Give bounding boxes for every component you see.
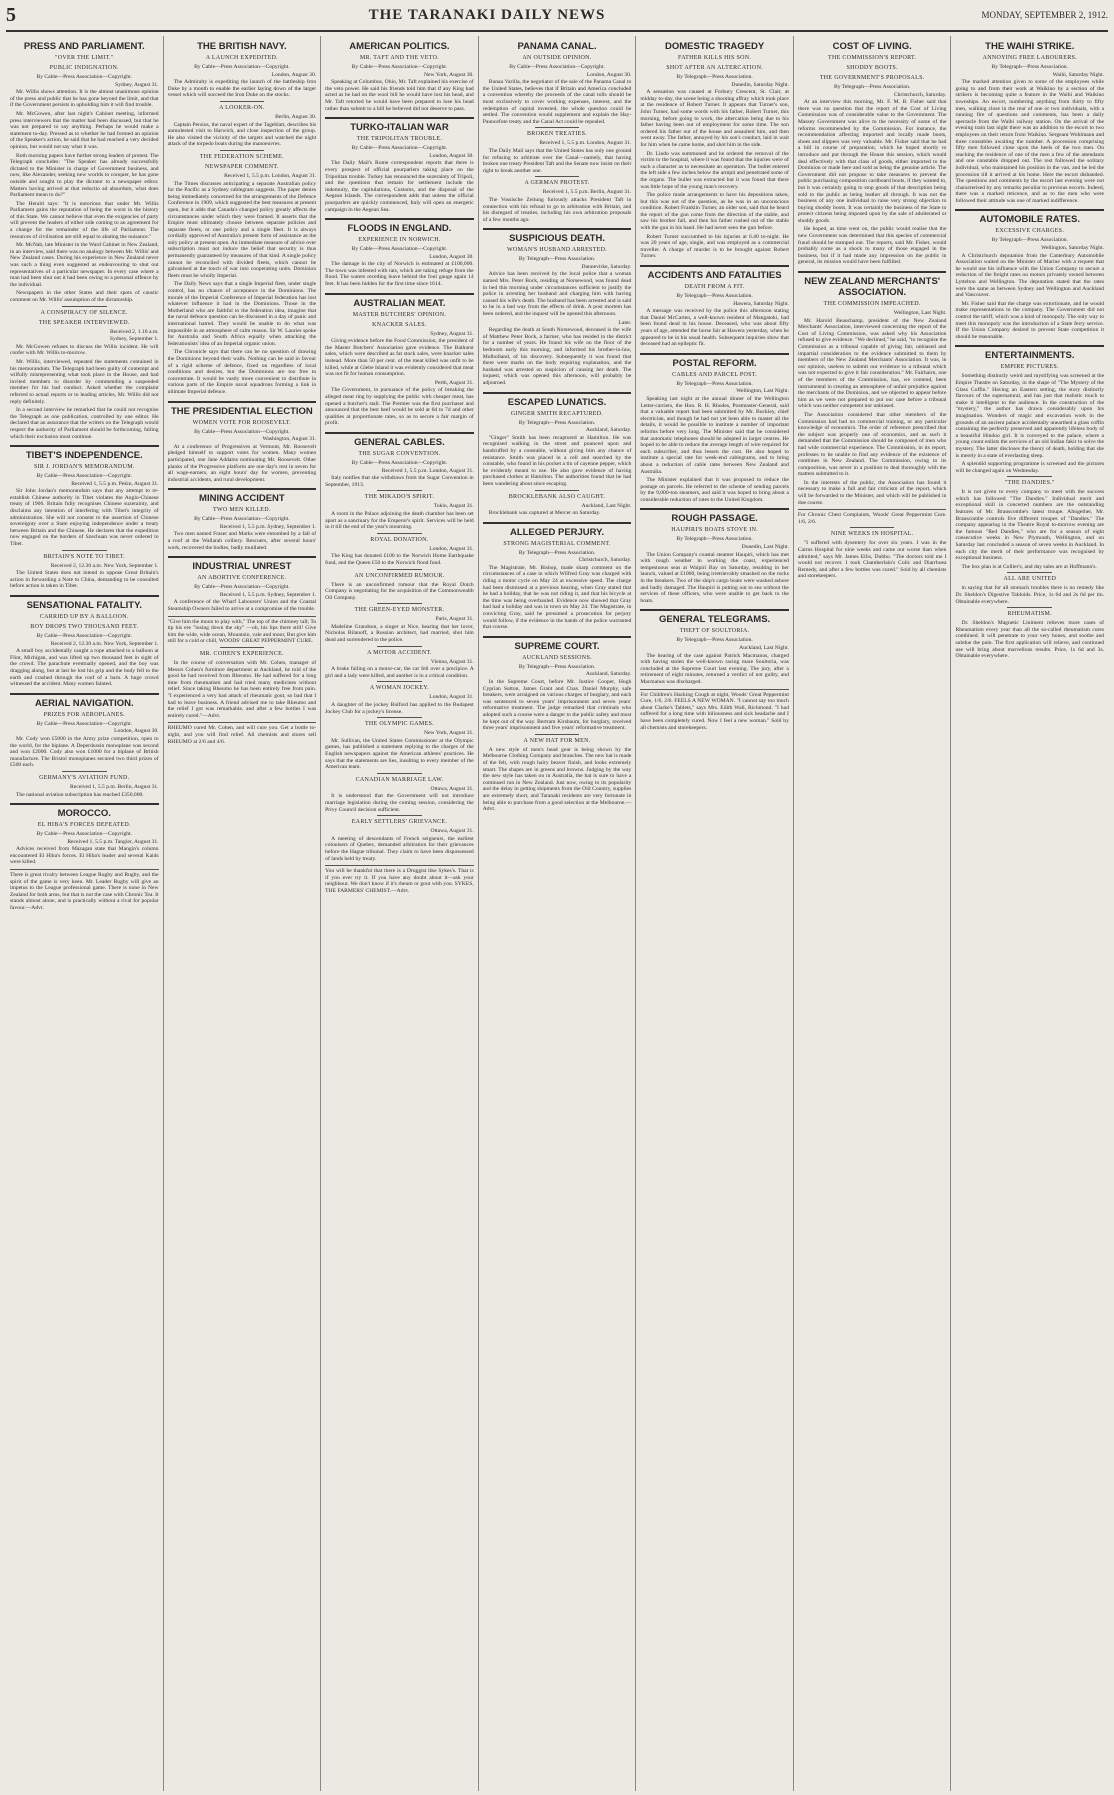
article-byline: By Cable—Press Association—Copyright.: [194, 516, 290, 523]
article-paragraph: The Government, in pursuance of the policy of breaking the alleged meat ring by supplying the public with cheaper meat, has opened a butcher's stall. The Premier was the first purchaser and announced that the best beef would be sold at 6d to 7d and other qualities at proportionate rates, so as to secure a fair margin of profit.: [325, 387, 474, 427]
article-byline: By Telegraph—Press Association.: [676, 74, 753, 80]
article-subheading: AN ABORTIVE CONFERENCE.: [197, 575, 287, 582]
article-dateline: Christchurch, Saturday.: [893, 91, 947, 98]
article-dateline: Ottawa, August 31.: [430, 828, 474, 835]
article-subheading: PRIZES FOR AEROPLANES.: [43, 711, 126, 718]
column-4: [479, 36, 637, 1791]
article-paragraph: The Daily News says that a single Imperial fleet, under single control, has no chance of acceptance in the Dominions. The morale of the Imperial Conference of Imperial federation has lost whatever influence it had in the Dominions. Those in the Motherland who are faithful to the federation idea, imagine that the naval defence question can be discussed in a day of panic and international hatred. They would be unable to do what was impossible in an atmosphere of calm reason. Sir W. Laurier spoke for Australia and South Africa equally when attacking the federationists' idea of an Imperial organic union.: [167, 281, 317, 347]
section-rule: [377, 681, 422, 682]
article-paragraph: Mr. McNab, late Minister in the Ward Cabinet in New Zealand, in an interview, said there was no analogy between Mr. Willis' and New Zealand cases. During his experience in New Zealand never was such a thing even suggested as endeavouring to shut out representatives of a particular newspaper. In every case where a man had been shut out it had been owing to a personal offence by the individual.: [10, 242, 159, 288]
article-paragraph: The police made arrangements to have his depositions taken, but this was not of the question, as he was in an unconscious condition. Robert Franklin Turner, an older son, said that he heard the report of the gun come from the direction of the stable, and saw his brother fall, and then his father rushed out of the stable with the gun in his hand. He had never seen the gun before.: [640, 192, 789, 232]
article-dateline: Received 1, 5.5 p.m. London, August 31.: [539, 140, 632, 147]
section-rule: [377, 533, 422, 534]
article-headline: GENERAL TELEGRAMS.: [640, 609, 789, 625]
article-paragraph: Mr. Willis shows attention. It is the almost unanimous opinion of the press and public that he has gone beyond the limit, and that if the Government persists in upholding him it will find trouble.: [10, 89, 159, 109]
article-paragraph: A Christchurch deputation from the Canterbury Automobile Association waited on the Minister of Marine with a request that he would use his influence with the Union Company to secure a reduction of the freight rates on motors privately owned between Lyttelton and Wellington. The deputation stated that the rates were the same as between Sydney and Wellington and Auckland and Vancouver.: [955, 252, 1105, 299]
page-number: 5: [6, 3, 16, 26]
article-headline: AERIAL NAVIGATION.: [10, 693, 159, 709]
article-paragraph: The Herald says: "It is notorious that under Mr. Willis Parliament gains the reputation of being the worst in the history of this State. We cannot believe that even the exigencies of party will prevent the leaders of either side coming to an agreement for a change for the remainder of the life of Parliament. The resources of civilisation are still equal to abating the nuisance.": [10, 200, 159, 240]
section-rule: [1007, 572, 1052, 573]
article-subheading: ANNOYING FREE LABOURERS.: [982, 55, 1077, 61]
article-paragraph: The box plan is at Collier's, and day sales are at Hoffmann's.: [961, 563, 1097, 570]
article-paragraph: The damage in the city of Norwich is estimated at £100,000. The town was infested with rats, which are taking refuge from the flood. The waters receding leave behind the foul gauge again 14 feet. It has been hidden for the first time since 1614.: [325, 261, 474, 288]
article-headline: SENSATIONAL FATALITY.: [10, 595, 159, 611]
article-dateline: Waihi, Saturday Night.: [1052, 71, 1105, 78]
advertisement: There is great rivalry between League Rugby and Rugby, and the spirit of the game is very keen. Mr. Leader Rugby will give an impetus to the League professional game. There is none in New Zealand for both arms, but that is not the case with Chronic Tea. It stands almost alone, and is practically without a rival for popular favour.—Advt.: [10, 869, 159, 912]
article-paragraph: Newspapers in the other States and their spots of caustic comment on Mr. Willis' assumption of the dictatorship.: [10, 290, 159, 303]
article-subheading: SIR J. JORDAN'S MEMORANDUM.: [33, 464, 135, 471]
article-paragraph: He hoped, as time went on, the public would realise that the new Government was determined that this species of commercial fraud should be stamped out. The reports, said Mr. Fisher, would probably come as a shock to many of those engaged in the business, but if it had made any impression on the public in general, its mission would have been fulfilled.: [797, 226, 947, 266]
article-subheading: NEWSPAPER COMMENT.: [204, 163, 279, 170]
article-paragraph: Dr. Sheldon's Magnetic Liniment relieves more cases of Rheumatism every year than all the so-called rheumatism cures combined. It will penetrate to your very bones, and soothe and subdue the pain. The first application will relieve, and continued use will bring about marvellous results. Price, 1s 6d and 3s. Obtainable everywhere.: [955, 620, 1105, 660]
article-subheading: A CONSPIRACY OF SILENCE.: [40, 309, 128, 316]
article-paragraph: In the Supreme Court, before Mr. Justice Cooper, Hugh Cyprian Sutton, James Grant and Chas. Daniel Murphy, safe breakers, were arraigned on various charges of burglary, and each was sentenced to seven years' imprisonment and seven years' reformative treatment. The judge remarked that criminals who adopted such a course were a danger to the public safety and must be kept out of the way. Bertram Kirsbaum, for burglary, received three years' imprisonment and five years' reformative treatment.: [482, 679, 632, 732]
article-subheading: NINE WEEKS IN HOSPITAL.: [830, 531, 914, 538]
section-rule: [62, 306, 107, 307]
article-paragraph: Mr. Willis, interviewed, repeated the statements contained in his memorandum. The Telegraph had been guilty of contempt and wilfully misrepresenting what took place in the House, and had invited members to disorder by commending a suspended member for his bad conduct. Asked whether the complaint referred to actual reports or to leading articles, Mr. Willis did not reply definitely.: [10, 358, 159, 405]
article-paragraph: Mr. McGowen refuses to discuss the Willis incident. He will confer with Mr. Willis to-morrow.: [10, 343, 159, 357]
article-subheading: AN UNCONFIRMED RUMOUR.: [354, 572, 445, 579]
article-paragraph: The Magistrate, Mr. Bishop, made sharp comment on the circumstances of a case in which Wilfred Gray was charged with riding a motor cycle on May 24 at excessive speed. The charge had been dismissed at a previous hearing, when Gray stated that he had a holiday, that he was not riding it, and that his bicycle at the time was being overhauled. Evidence now showed that Gray had had a holiday and was in town on May 24. The Magistrate, in convicting Gray, said he presumed a prosecution for perjury would follow, if the evidence in the hands of the police warranted that course.: [482, 564, 632, 631]
article-paragraph: Sir John Jordan's memorandum says that any attempt to re-establish Chinese authority in Tibet violates the Anglo-Chinese treaty of 1906. Britain fully recognises Chinese suzerainty, and disclaims any intention of interfering with Tibet's integrity of administration. She will not consent to the assertion of Chinese sovereignty over a State enjoying independence under a treaty between Britain and the Chinese. He declares that the expedition now engaged on the borders of Szechuan was never ordered to Tibet.: [10, 488, 159, 548]
article-headline: ESCAPED LUNATICS.: [483, 392, 632, 408]
article-dateline: Vienna, August 31.: [430, 658, 474, 665]
article-subheading: CARRIED UP BY A BALLOON.: [39, 614, 129, 620]
article-dateline: Later.: [618, 319, 632, 326]
column-7: [951, 36, 1108, 1791]
article-subheading: WOMAN'S HUSBAND ARRESTED.: [506, 247, 608, 254]
article-subheading: MASTER BUTCHERS' OPINION.: [352, 311, 447, 318]
article-headline: THE PRESIDENTIAL ELECTION: [168, 401, 317, 417]
article-paragraph: The Chronicle says that there can be no question of drawing the Dominions beyond their walls. Nothing can be said in favour of a rigid scheme of defence, fixed on regardless of local conditions and desires, but the Dominions are too free to concentrate. It would be vastly more convenient to distribute in various parts of the Empire naval squadrons forming a link in ultimate Imperial defence.: [167, 349, 317, 395]
article-paragraph: The Association considered that other members of the Commission had had no commercial training, or any particular knowledge of economics. The order of reference prescribed that the subject was properly one of economics, and as such it demanded that the Commission should be composed of men who had wide commercial experience. The Commission, in its report, professes to be unable to find any evidence of the existence of combines in New Zealand. The Commission, owing to its composition, was never in a position to deal thoroughly with the matters submitted to it.: [797, 411, 947, 478]
article-paragraph: A small boy accidentally caught a rope attached to a balloon at Flint, Michigan, and was lifted up two thousand feet in sight of the crowd. The parachute eventually opened, and the boy was dragging along, but at last he lost his grip and the body fell to the earth and crashed through the roof of a barn. A huge crowd witnessed the accident. Many women fainted.: [10, 648, 159, 688]
section-rule: [535, 734, 580, 735]
article-subheading: HAUPIRI'S BOATS STOVE IN.: [671, 527, 758, 534]
article-paragraph: A brake failing on a motor-car, the car fell over a precipice. A girl and a lady were killed, and another is in a critical condition.: [325, 666, 474, 679]
article-subheading: THE GOVERNMENT'S PROPOSALS.: [819, 75, 925, 81]
article-dateline: London, August 30.: [429, 152, 474, 159]
article-dateline: London, August 30.: [586, 71, 632, 78]
article-subheading: THE OLYMPIC GAMES.: [364, 721, 434, 728]
article-paragraph: Advices received from Mazagan state that Mangin's column encountered El Hiba's forces. El Hiba's leader and several Kaids were killed.: [10, 846, 159, 866]
section-rule: [62, 771, 107, 772]
article-headline: NEW ZEALAND MERCHANTS' ASSOCIATION.: [798, 271, 947, 298]
article-subheading: EXPERIENCE IN NORWICH.: [358, 237, 441, 244]
article-headline: DOMESTIC TRAGEDY: [664, 41, 765, 52]
article-byline: By Cable—Press Association—Copyright.: [36, 720, 133, 727]
article-paragraph: A message was received by the police this afternoon stating that Daniel McCarten, a well-known resident of Mangatoki, had been found dead in his house. Deceased, who was about fifty years of age, attended the horse fair at Hawera yesterday, when he appeared to be in his usual health. Subsequent inquiries show that deceased had an epileptic fit.: [640, 308, 789, 348]
article-headline: ALLEGED PERJURY.: [483, 522, 632, 538]
article-headline: POSTAL REFORM.: [640, 353, 789, 369]
article-subheading: A GERMAN PROTEST.: [524, 180, 590, 187]
article-subheading: CABLES AND PARCEL POST.: [672, 371, 758, 378]
article-subheading: EARLY SETTLERS' GRIEVANCE.: [351, 819, 448, 826]
article-paragraph: The Minister explained that it was proposed to reduce the postage on parcels. He referred to the scheme of sending parcels by the 9,000-ton steamers, and said it was hoped to bring about a considerable reduction of rates to the United Kingdom.: [640, 477, 789, 503]
article-byline: By Cable—Press Association—Copyright.: [194, 64, 290, 70]
article-paragraph: Speaking at Columbus, Ohio, Mr. Taft explained his exercise of the veto power. He said his friends told him that if any King had acted as he had on the wool bill he would have lost his head, and Mr. Taft retorted he would have been prepared to lose his head rather than submit to a bill he believed did not deserve to pass.: [325, 79, 474, 112]
article-dateline: Christchurch, Saturday.: [578, 557, 632, 564]
article-subheading: THE MIKADO'S SPIRIT.: [364, 494, 435, 501]
article-dateline: Received 1, 5.5 p.m. Berlin, August 31.: [70, 783, 159, 790]
article-headline: FLOODS IN ENGLAND.: [325, 218, 474, 234]
article-subheading: GINGER SMITH RECAPTURED.: [510, 410, 604, 417]
section-rule: [377, 646, 422, 647]
article-byline: By Telegraph—Press Association.: [991, 64, 1068, 70]
section-rule: [535, 490, 580, 491]
advertisement: For Chronic Chest Complaints, Woods' Great Peppermint Cure. 1/6, 2/6.: [798, 509, 947, 525]
article-subheading: THE TRIPOLITAN TROUBLE.: [356, 136, 443, 143]
article-paragraph: In the interests of the public, the Association has found it necessary to make a full and fair criticism of the report, which will be forwarded to the Minister, and which will be published in due course.: [797, 479, 947, 506]
article-paragraph: Mr. Cody won £5000 in the Army prize competition, open to the world, for the biplane. A Deperdussin monoplane was second and won £2000. Cody also won £1000 for a biplane of British manufacture. The Bristol monoplanes secured two third prizes of £500 each.: [10, 735, 159, 769]
article-dateline: Received 1, 5.5 p.m. London, August 31.: [381, 467, 474, 474]
article-paragraph: "I suffered with dysentery for over six years. I was in the Cairns Hospital for nine weeks and came out worse than when admitted," says Mr. James Ellis, Dubbo. "The doctors told me I would not recover. I took Chamberlain's Colic and Diarrhoea Remedy, and after a few bottles was cured." Sold by all chemists and storekeepers.: [797, 540, 947, 580]
article-paragraph: Something distinctly weird and mystifying was screened at the Empire Theatre on Saturday, in the shape of "The Mystery of the Glass Coffin." Having an Eastern setting, the story distinctly flavours of the supernatural, and has just that realistic touch to make it intelligent to the audience. In the construction of the "mystery," the author has drawn considerably upon his imagination. Wonders of magic and excavation work in the grounds of an ancient palace accidentally unearthed a glass coffin containing the perfectly preserved and apparently lifeless body of a beautiful Hindoo girl. It is conveyed to the palace, where a young count enlists the services of an old Indian fakir to solve the mystery. The latter discloses the theory of death, holding that she is merely in a state of everlasting sleep.: [955, 373, 1105, 459]
article-dateline: Received 1, 5.5 p.m. London, August 31.: [224, 172, 317, 179]
section-rule: [220, 150, 265, 151]
article-headline: AUTOMOBILE RATES.: [955, 209, 1104, 225]
section-rule: [377, 569, 422, 570]
article-subheading: BROKEN TREATIES.: [527, 131, 588, 138]
article-paragraph: A room in the Palace adjoining the death chamber has been set apart as a sanctuary for the Emperor's spirit. Services will be held in it till the end of the year's mourning.: [325, 510, 474, 531]
article-subheading: TWO MEN KILLED.: [213, 507, 271, 514]
article-dateline: Dunedin, Saturday Night.: [731, 81, 789, 88]
article-byline: By Telegraph—Press Association.: [676, 637, 753, 644]
article-dateline: Received 1, 5.5 p.m. Tangier, August 31.: [67, 838, 159, 845]
article-dateline: Received 2, 12.30 a.m. New York, September 1.: [50, 640, 159, 647]
article-byline: By Telegraph—Press Association.: [676, 536, 753, 543]
article-dateline: London, August 30.: [271, 71, 317, 78]
article-headline: PRESS AND PARLIAMENT.: [23, 41, 145, 52]
advertisement: You will be thankful that there is a Druggist like Sykes's. That is if you ever try it. If you have any doubt about it—ask your neighbour. We don't know if it's rheum or gout with you. SYKES, THE FARMERS' CHEMIST.—Advt.: [325, 865, 474, 894]
article-dateline: London, August 31.: [429, 545, 474, 552]
section-rule: [377, 717, 422, 718]
section-rule: [377, 603, 422, 604]
article-byline: By Telegraph—Press Association.: [676, 293, 753, 300]
article-paragraph: Bunau Varilla, the negotiator of the sale of the Panama Canal to the United States, believes that if Britain and America concluded a convention whereby the proceeds of the canal tolls should be most exclusively to cover working expenses, interest, and the redemption of capital invested, the whole question could be settled. The convention would supplement and explain the Hay-Pauncefote treaty and the Canal Act could be repealed.: [482, 79, 632, 125]
article-dateline: Auckland, Last Night.: [739, 645, 789, 651]
article-dateline: Auckland, Saturday.: [585, 671, 632, 678]
article-byline: By Cable—Press Association—Copyright.: [351, 145, 448, 152]
section-rule: [850, 527, 895, 528]
article-byline: By Cable—Press Association—Copyright.: [351, 459, 448, 466]
article-paragraph: The Daily Mail says that the United States has only one ground for refusing to arbitrate over the Canal—namely, that having broken one treaty President Taft and the Senate now insist on their right to break another one.: [482, 147, 632, 174]
article-subheading: EMPIRE PICTURES.: [1000, 364, 1059, 371]
article-paragraph: Advice has been received by the local police that a woman named Mrs. Peter Bock, residing at Norsewood, was found dead in bed this morning under circumstances sufficient to justify the police in arresting her husband and charging him with having caused his wife's death. The husband has been arrested and is said to be in a bad way from the effects of drink. A post mortem has been ordered, and the inquest will be opened this afternoon.: [482, 271, 632, 318]
article-paragraph: Dr. Lindo was summoned and he ordered the removal of the victim to the hospital, where it was found that the injuries were of such a character as to necessitate an operation. The bullet entered the left side a few inches below the armpit and penetrated some of the organs. The bullet was extracted but it was found that there was little hope of the young man's recovery.: [640, 150, 789, 190]
article-paragraph: The United States does not intend to oppose Great Britain's action in forwarding a Note to China, demanding to be consulted before action is taken in Tibet.: [10, 570, 159, 590]
article-dateline: Sydney, September 1.: [109, 336, 159, 343]
columns: [6, 36, 1108, 1791]
article-subheading: PUBLIC INDIGNATION.: [49, 65, 119, 71]
article-subheading: BOY DROPS TWO THOUSAND FEET.: [30, 624, 139, 630]
article-paragraph: At an interview this morning, Mr. F. M. B. Fisher said that there was no question that the report of the Cost of Living Commission was of considerable value to the Government. The Massey Government was alive to the necessity of some of the reforms recommended by the Commission. For instance, the recommendation affecting imported and locally made boots, shoes and slippers was very valuable. Mr. Fisher said that he had a bill in course of preparation, which he hoped shortly to introduce and put through the House this session, which would deal effectively with that class of goods, either imported to the Dominion or made here and sold as being the genuine article. The Government did not propose to take measures to prevent the public purchasing composition cardboard boots, if they wanted to, but it was certainly going to stop goods of that description being sold to the public as being leather all through. It was not the business of any one individual to raise very strong objection to buying shoddy boots. It was certainly the business of the State to protect citizens being imposed upon by the sale of adulterated or shoddy goods.: [797, 99, 947, 224]
article-headline: AUSTRALIAN MEAT.: [325, 293, 474, 309]
article-headline: TIBET'S INDEPENDENCE.: [10, 445, 159, 461]
article-dateline: Auckland, Saturday.: [585, 427, 632, 434]
section-rule: [220, 101, 265, 102]
article-dateline: Received 2, 1.10 a.m.: [109, 328, 159, 335]
article-subheading: A WOMAN JOCKEY.: [369, 685, 429, 692]
article-dateline: New York, August 31.: [424, 730, 474, 737]
article-headline: INDUSTRIAL UNREST: [168, 556, 317, 572]
article-subheading: SHODDY BOOTS.: [846, 65, 898, 71]
article-paragraph: The King has donated £100 to the Norwich Home Earthquake fund, and the Queen £50 to the Norwich flood fund.: [325, 553, 474, 566]
article-subheading: STRONG MAGISTERIAL COMMENT.: [503, 540, 611, 547]
article-dateline: London, August 30.: [114, 728, 159, 735]
article-paragraph: Giving evidence before the Food Commission, the president of the Master Butchers' Association gave evidence. The Bathurst sales, which were described as fat stock sales, were knacker sales instead. More than 50 per cent. of the meat killed was unfit to be killed, while at Glebe Island it was evidently considered that meat was not fit for human consumption.: [325, 338, 474, 378]
article-subheading: THE COMMISSION IMPEACHED.: [823, 301, 921, 308]
article-subheading: ALL ARE UNITED: [1003, 576, 1057, 583]
article-paragraph: The hearing of the case against Patrick Macmanus, charged with having stolen the well-known racing mare Soultoria, was concluded at the Supreme Court last evening. The jury, after a retirement of eight minutes, returned a verdict of not guilty, and Macmanus was discharged.: [640, 652, 789, 685]
newspaper-title: THE TARANAKI DAILY NEWS: [368, 6, 606, 23]
article-headline: THE BRITISH NAVY.: [197, 41, 287, 52]
article-paragraph: It is understood that the Government will not introduce marriage legislation during the coming session, considering the Privy Council decision sufficient.: [325, 793, 474, 813]
article-paragraph: Brocklebank was captured at Mercer on Saturday.: [488, 510, 601, 517]
article-dateline: London, August 30.: [429, 253, 474, 260]
article-headline: AMERICAN POLITICS.: [349, 41, 450, 52]
section-rule: [535, 176, 580, 177]
article-headline: SUPREME COURT.: [483, 636, 632, 652]
article-byline: By Cable—Press Association—Copyright.: [509, 64, 605, 70]
article-paragraph: The Daily Mail's Rome correspondent reports that there is every prospect of official pourparlers taking place on the Tripolitan trouble. Turkey has renounced the suzerainty of Tripoli, and the questions that remain for settlement include the indemnity, the capitulations, Customs, and the disposal of the Aegean Islands. The correspondent adds that unless the official pourparlers are quickly commenced, Italy will open an energetic campaign in the Aegean Sea.: [325, 160, 474, 213]
article-paragraph: Madeline Grandson, a singer at Nice, hearing that her lover, Nicholas Bilanoff, a Russian architect, had married, shot him dead and surrendered to the police.: [325, 623, 474, 644]
article-subheading: RHEUMATISM.: [1007, 611, 1052, 618]
column-1: [6, 36, 164, 1791]
article-paragraph: Captain Persius, the naval expert of the Tageblatt, describes his unmolested visit to Harwich, and close inspection of the group. He also visited the vicinity of the targets and watched the night attack of the torpedo boats during the manoeuvres.: [167, 121, 317, 148]
article-paragraph: Mr. Fisher said that the charge was extortionate, and he would make representations to the company. The Government did not control the tariff, which was a kind of monopoly. The only way to meet this monopoly was the introduction of a State ferry service. If the Union Company desired to prevent State competition it should be reasonable.: [955, 300, 1105, 340]
column-5: [636, 36, 794, 1791]
section-rule: [377, 815, 422, 816]
article-paragraph: The Union Company's coastal steamer Haupiri, which has met with rough weather in working the coast, experienced tempestuous seas at Waipiri Bay on Saturday, resulting in her launch, valued at £1000, being irretrievably smashed on the rocks in the breakers. Two of the ship's cargo boats were washed ashore and badly damaged. The Haupiri is putting out to sea without the services of these officers, who were unable to get back to the boats.: [640, 551, 789, 604]
article-byline: By Cable—Press Association—Copyright.: [194, 584, 290, 591]
article-dateline: Sydney, August 31.: [115, 81, 159, 88]
article-subheading: BRITAIN'S NOTE TO TIBET.: [43, 553, 126, 560]
article-paragraph: The Vossische Zeitung furiously attacks President Taft in connection with his refusal to go to arbitration with Britain, and his disregard of treaties, including his own arbitration proposals of a few months ago.: [482, 196, 632, 223]
article-paragraph: A conference of the Wharf Labourers' Union and the Coastal Steamship Owners failed to arrive at a compromise of the trouble.: [167, 599, 317, 613]
article-byline: By Telegraph—Press Association.: [518, 256, 596, 263]
article-headline: MOROCCO.: [10, 803, 159, 819]
article-headline: PANAMA CANAL.: [517, 41, 597, 52]
article-paragraph: Mr. McGowen, after last night's Cabinet meeting, informed press interviewers that the matter had been discussed, but that he was not prepared to say anything. Perhaps he would make a statement to-day. Pressed as to whether he had formed an opinion of the Speaker's action, he said that he had reached a very decided opinion, but would not say what it was.: [10, 110, 159, 150]
article-byline: By Telegraph—Press Association.: [518, 549, 596, 556]
article-dateline: Washington, August 31.: [262, 436, 317, 443]
article-byline: By Cable—Press Association—Copyright.: [351, 64, 448, 70]
article-subheading: A LAUNCH EXPEDITED.: [205, 55, 278, 61]
article-dateline: Perth, August 31.: [434, 379, 474, 386]
article-paragraph: In a second interview he remarked that he could not recognise the Telegraph as one publication, controlled by one editor. He declared that an assurance that the writers on the Telegraph would respect the authority of Parliament should be forthcoming, failing which their exclusion must continue.: [10, 407, 159, 440]
article-headline: SUSPICIOUS DEATH.: [483, 228, 632, 244]
article-headline: GENERAL CABLES.: [325, 432, 474, 448]
article-dateline: Wellington, Saturday Night.: [1041, 245, 1105, 252]
article-paragraph: A new style of men's head gear is being shown by the Melbourne Clothing Company and branches. The new hat is made of the felt, with rough hairy beaver finish, and looks extremely smart. The shapes are in greens and browns. Judging by the way the new style has taken on in Australia, the hat is sure to have a continued run in New Zealand. Just now, owing to its popularity and the delay in getting shipments from the Old Country, supplies are extremely short, and Taranaki residents are very fortunate in being able to purchase from a good selection at the Melbourne.—Advt.: [482, 746, 632, 813]
article-subheading: ROYAL DONATION.: [370, 536, 429, 543]
article-headline: ROUGH PASSAGE.: [640, 508, 789, 524]
section-rule: [62, 550, 107, 551]
article-subheading: EL HIBA'S FORCES DEFEATED.: [37, 822, 131, 829]
article-byline: By Cable—Press Association—Copyright.: [36, 74, 133, 80]
article-paragraph: The marked attention given to some of the employees while going to and from their work at Waikino by a section of the strikers is becoming quite a feature in the Waihi and Waikino townships. An escort, numbering anything from thirty to fifty men, walking close in the rear of one or two individuals, with a running fire of questions and comments, has been a daily spectacle from the Waihi railway station. On the arrival of the evening train last night there was an addition to the escort to two employees on their return from Waikino. Sergeant Wohlmann and three constables awaiting the number. A procession comprising fifty men followed close upon the heels of the two men. On reaching the residence of one of the men a few of the attendants and one constable dropped out. The rest followed the solitary individual, who maintained his position in the van, and he led the procession till it arrived at his home. Here the escort disbanded. The questions and comments by the escort last evening were not characterised by any remarks peculiar to previous escorts. Indeed, there was a marked reticence, and as to the men who were followed their attitude was one of marked indifference.: [955, 79, 1105, 204]
article-paragraph: Italy notifies that she withdraws from the Sugar Convention in September, 1913.: [325, 475, 474, 488]
article-headline: ACCIDENTS AND FATALITIES: [640, 265, 789, 281]
article-byline: By Telegraph—Press Association.: [991, 237, 1068, 244]
article-subheading: SHOT AFTER AN ALTERCATION.: [666, 65, 763, 71]
article-subheading: BROCKLEBANK ALSO CAUGHT.: [508, 493, 606, 500]
section-rule: [377, 490, 422, 491]
article-paragraph: Mr. Sullivan, the United States Commissioner at the Olympic games, has published a statement replying to the charges of the English newspapers against the American athletes' practices. He says that the statements are lies, insulting to every member of the American team.: [325, 737, 474, 771]
article-dateline: Sydney, August 31.: [430, 330, 474, 337]
article-headline: THE WAIHI STRIKE.: [985, 41, 1075, 52]
article-dateline: Wellington, Last Night.: [736, 388, 789, 395]
article-subheading: AUCKLAND SESSIONS.: [522, 654, 592, 661]
article-paragraph: A sensation was caused at Forbury Crescent, St. Clair, at midday to-day, the scene being a shooting affray which took place at the residence of Robert Turner. It appears that Turner's son, John Turner, had some words with his father, Robert Turner, this morning, before going to work, the altercation being due to his father having been out of employment for some time. The son ordered his father out of the house and assaulted him, and then went away. The father, annoyed by his son's conduct, laid in wait for him when he came home, and shot him in the side.: [640, 89, 789, 148]
masthead: [6, 0, 1108, 32]
article-paragraph: Speaking last night at the annual dinner of the Wellington Letter-carriers, the Hon. R. H. Rhodes, Postmaster-General, said that a valuable report had been submitted by Mr. Buckley, chief electrician, and though he had not yet been able to master all the details, it would be possible to institute a number of important reforms before very long. The Minister said that he considered that automatic telephones should be adopted in larger centres. He hoped to be able to reduce the average length of wire required for each subscriber, and thus lessen the cost. He also hoped to institute a special rate for week-end cablegrams, and to bring about a reduction of cable rates between New Zealand and Australia.: [640, 395, 789, 475]
article-dateline: New York, August 30.: [424, 71, 474, 78]
article-paragraph: At a conference of Progressives at Vermont, Mr. Roosevelt pledged himself to support votes for women. Many women participated, one Jane Addams nominating Mr. Roosevelt. Other planks of the Progressive platform are one day's rest in seven for all wage-earners, an eight hours' day for women, preventing industrial accidents, and rural development.: [167, 443, 317, 483]
article-paragraph: Two men named Fraser and Marks were entombed by a fall of a roof at the Wallarah colliery. Rescuers, after several hours' work, recovered the bodies, badly mutilated.: [167, 531, 317, 551]
article-subheading: GERMANY'S AVIATION FUND.: [39, 774, 130, 781]
article-subheading: DEATH FROM A FIT.: [684, 284, 745, 291]
article-paragraph: Regarding the death at South Norsewood, deceased is the wife of Matthew Peter Bock, a farmer, who has resided in the district for a number of years. He found his wife on the floor of the bedroom early this morning, and informed his brother-in-law, Mulholland, of his discovery. Subsequently it was found that there were marks on the body requiring explanation, and the husband was arrested on suspicion of causing her death. The inquest, which was opened this afternoon, will probably be adjourned.: [482, 327, 632, 386]
article-dateline: Received 1, 5.5 p.m. Berlin, August 31.: [542, 189, 632, 196]
article-subheading: "THE DANDIES.": [1004, 480, 1055, 487]
article-byline: By Cable—Press Association—Copyright.: [351, 246, 448, 253]
article-paragraph: Robert Turner succumbed to his injuries at 6.40 to-night. He was 20 years of age, single, and was employed as a commercial traveller. A charge of murder is to be brought against Robert Turner.: [640, 233, 789, 260]
article-byline: By Telegraph—Press Association.: [833, 84, 911, 90]
article-dateline: Berlin, August 30.: [275, 113, 317, 120]
article-dateline: London, August 31.: [429, 694, 474, 701]
issue-date: MONDAY, SEPTEMBER 2, 1912.: [981, 10, 1108, 20]
advertisement: RHEUMO cured Mr. Cohen, and will cure you. Get a bottle to-night, and you will find relief. All chemists and stores sell RHEUMO at 2/6 and 4/6.: [168, 722, 317, 745]
section-rule: [377, 773, 422, 774]
article-dateline: Hawera, Saturday Night.: [733, 300, 789, 307]
column-2: [164, 36, 322, 1791]
article-paragraph: The Admiralty is expediting the launch of the battleship Iron Duke by a month to enable the earlier laying down of the larger vessel which will succeed the Iron Duke on the stocks.: [167, 79, 317, 99]
article-dateline: Received 2, 12.30 a.m. New York, September 1.: [50, 562, 159, 569]
article-subheading: EXCESSIVE CHARGES.: [995, 228, 1065, 235]
article-paragraph: The Times discusses anticipating a separate Australian policy for the Pacific as a Sydney cablegram suggests. The paper denies being immediately concerned for the arrangements of the Defence Conference in 1909, which suggested the best measures at present open, but it adds that Canada's changed policy greatly affects the circumstances under which they were framed. It asserts that the Empire must ultimately choose between separate policies and separate fleets, or one policy and a single fleet. It is always cordially approved of Australia's present form of assistance as the only policy at present open. An immediate measure of advice over subscription must not induce the belief that security is thus permanently guaranteed by measures of that kind. A single policy cannot be reconciled with divided fleets, which cannot be galvanised at the touch of war into cooperating units. Dominion fleets must be wholly Imperial.: [167, 180, 317, 279]
article-dateline: Received 1, 5.5 p.m. Sydney, September 1.: [219, 523, 317, 530]
article-dateline: Tokio, August 31.: [433, 503, 474, 510]
article-byline: By Cable—Press Association—Copyright.: [36, 831, 133, 838]
article-subheading: KNACKER SALES.: [372, 321, 427, 328]
article-paragraph: Both morning papers have further strong leaders of protest. The Telegraph concludes: "The Speaker has already successfully dictated to the Minister in charge of Government business, and now, like Alexander, seeking new worlds to conquer, he has gone outside and sought to play the dictator to a newspaper editor. Matters having arrived at that reductio ad absurdum, what does Parliament mean to do?": [10, 152, 159, 199]
article-paragraph: It is not given to every company to meet with the success which has followed "The Dandies." Individual merit and exceptional skill in concerted numbers are the outstanding features of Mr. Branscombe's latest troupe. Altogether, Mr. Branscombe controls five different troupes of "Dandies." The company appearing in the Theatre Royal to-morrow evening are the famous "Red Dandies," who are for a season of eight consecutive weeks in New Plymouth, Wellington, and on Saturday last concluded a season of seven weeks in Auckland. In each city the merit of their performance was recognised by exceptional business.: [955, 489, 1105, 562]
article-subheading: A NEW HAT FOR MEN.: [523, 737, 591, 744]
article-subheading: A MOTOR ACCIDENT.: [367, 649, 432, 656]
article-subheading: FATHER KILLS HIS SON.: [678, 55, 752, 61]
article-byline: By Telegraph—Press Association.: [518, 419, 596, 426]
article-paragraph: A daughter of the jockey Bulford has applied to the Budapest Jockey Club for a jockey's license.: [325, 702, 474, 715]
article-subheading: THE COMMISSION'S REPORT.: [828, 55, 917, 61]
article-dateline: Auckland, Last Night.: [581, 502, 632, 509]
article-subheading: "OVER THE LIMIT.": [54, 55, 114, 61]
article-dateline: Ottawa, August 31.: [430, 785, 474, 792]
section-rule: [220, 647, 265, 648]
article-subheading: THE SPEAKER INTERVIEWED.: [38, 319, 130, 326]
article-subheading: THE FEDERATION SCHEME.: [199, 153, 284, 160]
article-subheading: MR. TAFT AND THE VETO.: [359, 55, 440, 61]
article-dateline: Received 1, 5.5 p.m. Pekin, August 31.: [71, 480, 159, 487]
article-subheading: AN OUTSIDE OPINION.: [522, 55, 592, 61]
advertisement: For Children's Hacking Cough at night, Woods' Great Peppermint Cure, 1/6, 2/6. FEELS A NEW WOMAN. "I cannot say too much about Clarke's Tablets," says Mrs. Edith Wall, Richmond. "I had suffered for a long time with biliousness and sick headache and I have been completely cured. Now I feel a new woman." Sold by all chemists and storekeepers.: [640, 689, 789, 732]
article-headline: MINING ACCIDENT: [168, 488, 317, 504]
article-paragraph: In the course of conversation with Mr. Cohen, manager of Messrs Cohen's furniture department at Auckland, he told of the good he had received from Rheumo. He had suffered for a long time from rheumatism and had tried many medicines without relief. Since taking Rheumo he has been entirely free from pain. "I experienced a very bad attack of rheumatic gout, so bad that I had to leave business. A friend advised me to take Rheumo and the relief I got was remarkable, and after a few bottles I was entirely cured."—Advt.: [167, 660, 317, 719]
article-headline: ENTERTAINMENTS.: [955, 345, 1104, 361]
article-paragraph: "Ginger" Smith has been recaptured at Hamilton. He was recognised walking in the street and pounced upon and handcuffed by a constable, without giving him any chance of resistance. Smith was placed in a cell and searched by the constable, who found in his pocket a tin of cayenne pepper, which he evidently meant to use. He also gave evidence of having purchased clothes at Hamilton. The authorities found that he had been wandering about since escaping.: [482, 434, 632, 487]
advertisement: "Give him the moon to play with," The top of the chimney tall; To tip his ere "losing down the sky" —oh, his lips there still! Give him the wide, wide ocean, Mountain, vale and moor, But give him still for a cold or chill, WOODS' GREAT PEPPERMINT CURE.: [168, 616, 317, 645]
article-paragraph: The national aviation subscription has reached £350,000.: [16, 791, 144, 798]
article-byline: By Cable—Press Association—Copyright.: [194, 428, 290, 435]
article-byline: By Telegraph—Press Association.: [518, 663, 596, 670]
article-subheading: THE SUGAR CONVENTION.: [358, 450, 441, 457]
article-paragraph: A splendid supporting programme is screened and the pictures will be changed again on Wednesday.: [955, 461, 1105, 474]
article-dateline: Paris, August 31.: [435, 616, 474, 623]
article-subheading: A LOOKER-ON.: [219, 104, 265, 111]
article-paragraph: A meeting of descendants of French seigneurs, the earliest colonisers of Quebec, demanded arbitration for their grievances before the Hague tribunal. They claim to have been dispossessed of lands held by treaty.: [325, 835, 474, 862]
article-paragraph: Mr. Harold Beauchamp, president of the New Zealand Merchants' Association, interviewed concerning the report of the Cost of Living Commission, was asked why his Association refused to give evidence. "We declined," he said, "to recognise the Commission as a tribunal capable of giving fair, unbiased and impartial consideration to the evidence submitted to them by members of the New Zealand Merchants' Association. It was, in our opinion, useless to submit our evidence to a tribunal which was not expected to give it fair consideration." Mr. Fairbairn, one of the members of the Commission, has, we contend, been instrumental in creating an atmosphere of unfair prejudice against the merchants of the Dominion, and we objected to appear before him as we were not prepared to put our case before a tribunal which was neither competent nor unbiased.: [797, 317, 947, 410]
article-dateline: Dannevirke, Saturday.: [581, 263, 632, 270]
article-paragraph: There is an unconfirmed rumour that the Royal Dutch Company is negotiating for the acquisition of the Commonwealth Oil Company.: [325, 581, 474, 601]
section-rule: [1007, 607, 1052, 608]
article-subheading: THEFT OF SOULTORIA.: [679, 628, 750, 635]
article-subheading: CANADIAN MARRIAGE LAW.: [355, 776, 444, 783]
article-dateline: Dunedin, Last Night.: [741, 544, 789, 551]
column-6: [794, 36, 952, 1791]
column-3: [321, 36, 479, 1791]
article-byline: By Cable—Press Association—Copyright.: [36, 633, 133, 639]
article-dateline: Wellington, Last Night.: [893, 310, 947, 317]
section-rule: [1007, 476, 1052, 477]
article-dateline: Received 1, 5.5 p.m. Sydney, September 1.: [219, 591, 317, 598]
article-subheading: MR. COHEN'S EXPERIENCE.: [199, 651, 284, 657]
article-paragraph: in saying that for all stomach troubles there is no remedy like Dr. Sheldon's Digestive Tabloids. Price, 1s 6d and 2s 6d per tin. Obtainable everywhere.: [955, 585, 1105, 605]
article-subheading: THE GREEN-EYED MONSTER.: [354, 607, 445, 614]
article-byline: By Cable—Press Association—Copyright.: [36, 473, 133, 480]
article-headline: COST OF LIVING.: [832, 41, 912, 52]
article-headline: TURKO-ITALIAN WAR: [325, 117, 474, 133]
article-subheading: WOMEN VOTE FOR ROOSEVELT.: [192, 419, 292, 426]
article-byline: By Telegraph—Press Association.: [676, 380, 753, 387]
section-rule: [535, 127, 580, 128]
